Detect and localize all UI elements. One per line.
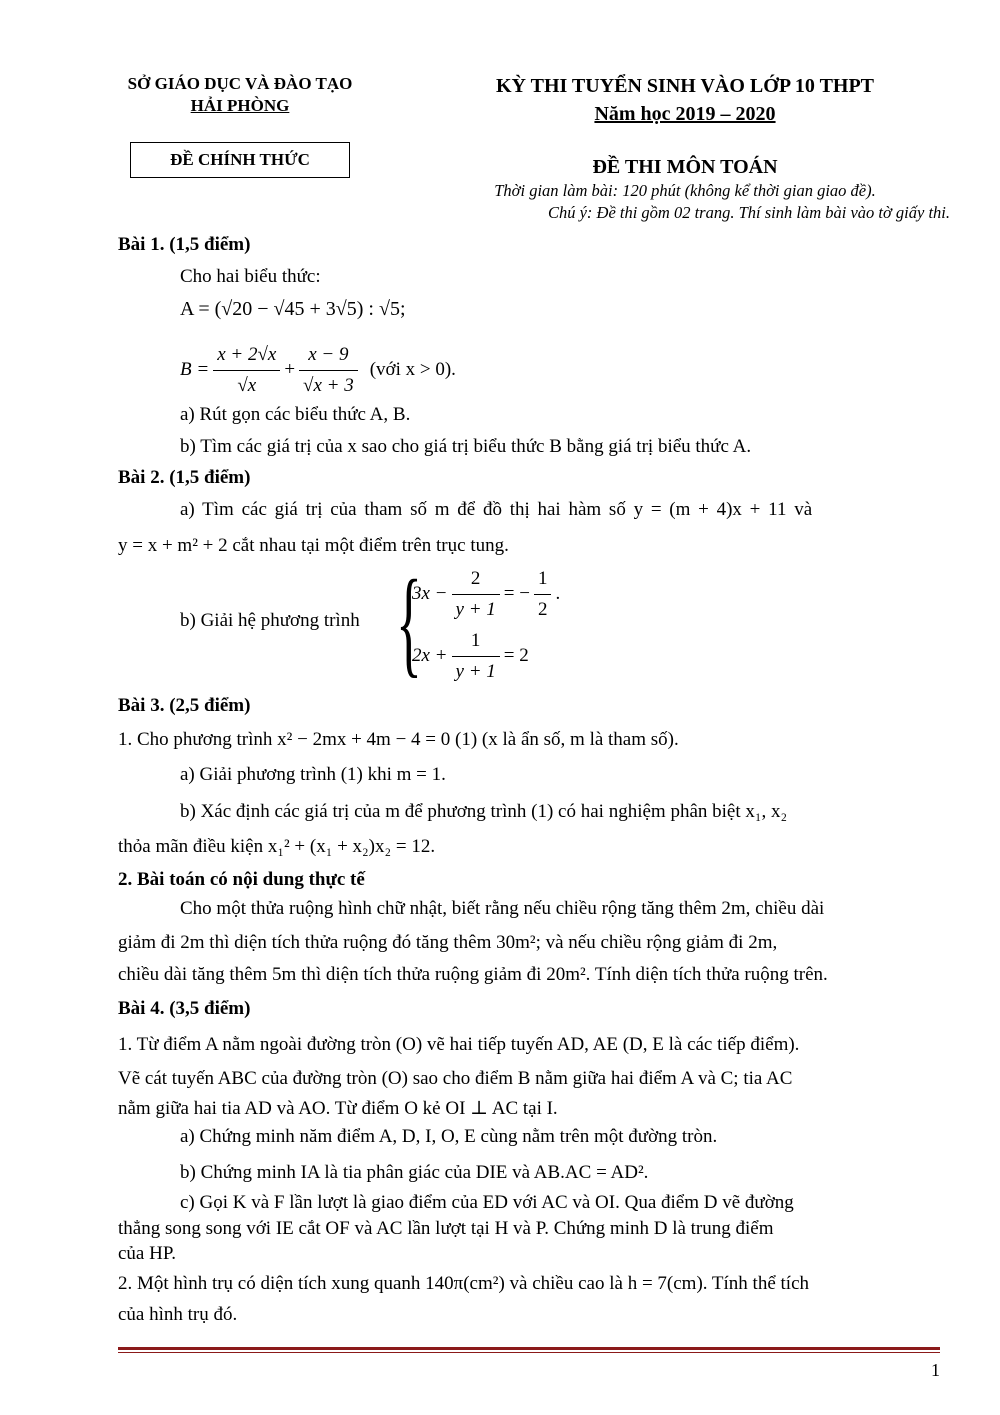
eq2-numerator: 1: [452, 626, 500, 657]
eq2-denominator: y + 1: [455, 660, 496, 682]
eq1-numerator: 2: [452, 564, 500, 595]
bai1-part-a: a) Rút gọn các biểu thức A, B.: [180, 404, 411, 425]
time-note: Thời gian làm bài: 120 phút (không kể thời gian giao đề).: [494, 181, 876, 200]
official-exam-box: [130, 142, 350, 178]
eq1-rhs-numerator: 1: [534, 564, 552, 595]
expr-b-plus: +: [284, 359, 296, 380]
official-label: ĐỀ CHÍNH THỨC: [170, 150, 310, 169]
bai4-q1-c-line2: thẳng song song với IE cắt OF và AC lần lượt tại H và P. Chứng minh D là trung điểm: [118, 1218, 774, 1239]
expr-b-lhs: B =: [180, 359, 210, 380]
footer-rule-thick: [118, 1347, 940, 1350]
exam-title: KỲ THI TUYỂN SINH VÀO LỚP 10 THPT: [495, 75, 875, 97]
bai4-q1-c-line3: của HP.: [118, 1243, 177, 1264]
subject-title: ĐỀ THI MÔN TOÁN: [592, 156, 778, 178]
bai3-q1-b-line1: b) Xác định các giá trị của m để phương trình (1) có hai nghiệm phân biệt x₁, x₂: [180, 801, 788, 822]
eq1-period: .: [555, 583, 561, 604]
bai1-part-b: b) Tìm các giá trị của x sao cho giá trị biểu thức B bằng giá trị biểu thức A.: [180, 436, 752, 457]
eq2-frac: [452, 626, 500, 687]
department-name: [95, 73, 385, 117]
eq1-left: 3x −: [412, 583, 448, 604]
frac1-denominator: √x: [237, 374, 257, 396]
bai3-q2-line3: chiều dài tăng thêm 5m thì diện tích thửa ruộng giảm đi 20m². Tính diện tích thửa ruộng trên.: [118, 964, 828, 985]
page-number: 1: [931, 1360, 940, 1380]
expr-b-condition: (với x > 0).: [369, 359, 456, 380]
frac1-numerator: x + 2√x: [213, 340, 280, 371]
bai4-q1-line1: 1. Từ điểm A nằm ngoài đường tròn (O) vẽ hai tiếp tuyến AD, AE (D, E là các tiếp điểm).: [118, 1034, 800, 1055]
bai3-heading: Bài 3. (2,5 điểm): [118, 695, 251, 716]
bai3-q2-line2: giảm đi 2m thì diện tích thửa ruộng đó tăng thêm 30m²; và nếu chiều rộng giảm đi 2m,: [118, 932, 778, 953]
bai3-q2-heading: 2. Bài toán có nội dung thực tế: [118, 869, 365, 890]
bai4-q2-line2: của hình trụ đó.: [118, 1304, 238, 1325]
eq1-denominator: y + 1: [455, 598, 496, 620]
school-year: Năm học 2019 – 2020: [594, 103, 776, 125]
expr-b-frac2: [299, 340, 358, 401]
eq1-rhs-denominator: 2: [537, 598, 548, 620]
bai4-q1-line3: nằm giữa hai tia AD và AO. Từ điểm O kẻ OI ⊥ AC tại I.: [118, 1098, 558, 1119]
system-equation-2: [412, 624, 529, 688]
bai1-intro: Cho hai biểu thức:: [180, 266, 321, 287]
bai3-q1-a: a) Giải phương trình (1) khi m = 1.: [180, 764, 446, 785]
expr-b-frac1: [213, 340, 280, 401]
bai4-q1-line2: Vẽ cát tuyến ABC của đường tròn (O) sao cho điểm B nằm giữa hai điểm A và C; tia AC: [118, 1068, 793, 1089]
bai4-q1-a: a) Chứng minh năm điểm A, D, I, O, E cùng nằm trên một đường tròn.: [180, 1126, 718, 1147]
eq1-rhs-frac: [534, 564, 552, 625]
footer-rule-thin: [118, 1352, 940, 1353]
bai2-part-b-label: b) Giải hệ phương trình: [180, 610, 360, 631]
frac2-numerator: x − 9: [299, 340, 358, 371]
department-line-2: HẢI PHÒNG: [190, 96, 290, 115]
bai2-heading: Bài 2. (1,5 điểm): [118, 467, 251, 488]
bai2-part-a-line1: a) Tìm các giá trị của tham số m để đồ thị hai hàm số y = (m + 4)x + 11 và: [180, 499, 813, 520]
eq1-frac: [452, 564, 500, 625]
system-brace: {: [396, 555, 422, 688]
bai4-q2-line1: 2. Một hình trụ có diện tích xung quanh 140π(cm²) và chiều cao là h = 7(cm). Tính thể tích: [118, 1273, 810, 1294]
bai1-expr-b: [180, 335, 456, 405]
system-equation-1: [412, 562, 560, 626]
department-line-1: SỞ GIÁO DỤC VÀ ĐÀO TẠO: [127, 74, 353, 93]
bai3-q2-line1: Cho một thửa ruộng hình chữ nhật, biết rằng nếu chiều rộng tăng thêm 2m, chiều dài: [180, 898, 825, 919]
bai4-heading: Bài 4. (3,5 điểm): [118, 998, 251, 1019]
bai2-part-a-line2: y = x + m² + 2 cắt nhau tại một điểm trên trục tung.: [118, 535, 509, 556]
eq2-left: 2x +: [412, 645, 448, 666]
eq2-right: = 2: [503, 645, 529, 666]
bai4-q1-c-line1: c) Gọi K và F lần lượt là giao điểm của ED với AC và OI. Qua điểm D vẽ đường: [180, 1192, 794, 1213]
frac2-denominator: √x + 3: [303, 374, 354, 396]
bai4-q1-b: b) Chứng minh IA là tia phân giác của DIE và AB.AC = AD².: [180, 1162, 649, 1183]
bai1-expr-a: A = (√20 − √45 + 3√5) : √5;: [180, 298, 406, 320]
page-note: Chú ý: Đề thi gồm 02 trang. Thí sinh làm bài vào tờ giấy thi.: [547, 203, 950, 222]
eq1-mid: = −: [503, 583, 530, 604]
bai3-q1-b-line2: thỏa mãn điều kiện x₁² + (x₁ + x₂)x₂ = 12.: [118, 836, 436, 857]
bai1-heading: Bài 1. (1,5 điểm): [118, 234, 251, 255]
exam-title-block: [420, 72, 950, 128]
bai3-q1: 1. Cho phương trình x² − 2mx + 4m − 4 = 0 (1) (x là ẩn số, m là tham số).: [118, 729, 679, 750]
